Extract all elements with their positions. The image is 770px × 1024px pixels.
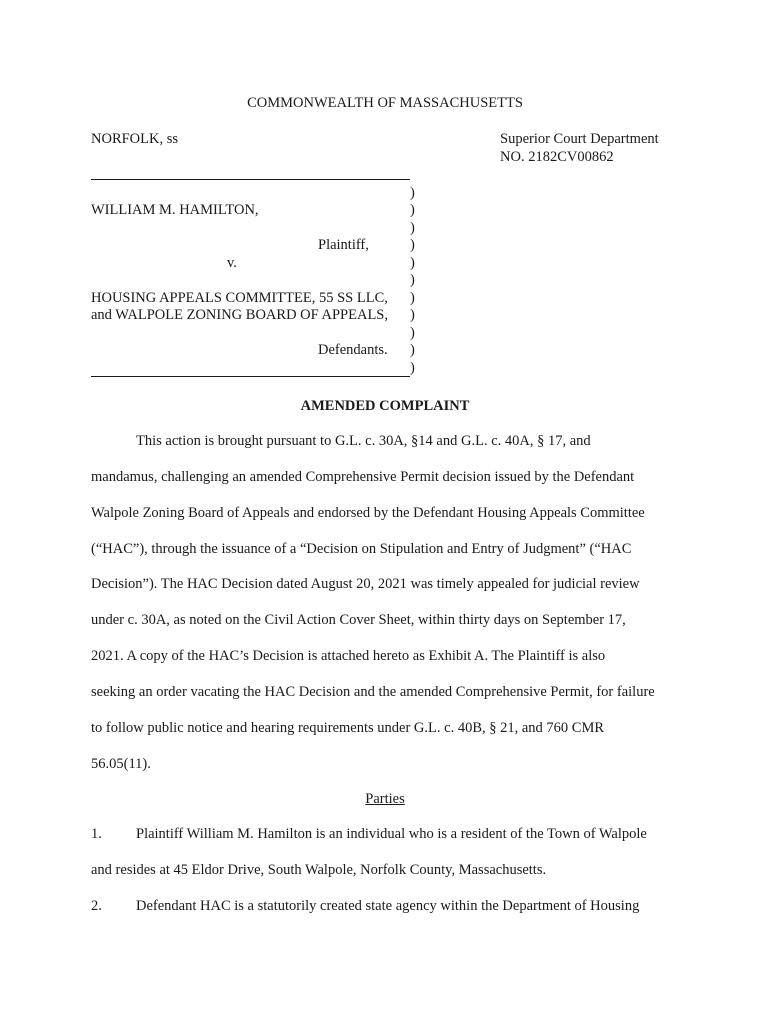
caption-paren: ) xyxy=(410,220,415,236)
intro-line: mandamus, challenging an amended Comprehensive Permit decision issued by the Defendant xyxy=(91,469,635,485)
paragraph-line: Plaintiff William M. Hamilton is an individual who is a resident of the Town of Walpole xyxy=(136,826,647,842)
intro-line: 56.05(11). xyxy=(91,756,151,772)
intro-line: Decision”). The HAC Decision dated August 20, 2021 was timely appealed for judicial review xyxy=(91,576,640,592)
intro-line: This action is brought pursuant to G.L. c. 30A, §14 and G.L. c. 40A, § 17, and xyxy=(136,433,591,449)
intro-line: to follow public notice and hearing requirements under G.L. c. 40B, § 21, and 760 CMR xyxy=(91,720,605,736)
caption-paren: ) xyxy=(410,342,415,358)
caption-paren: ) xyxy=(410,325,415,341)
caption-paren: ) xyxy=(410,185,415,201)
plaintiff-role: Plaintiff, xyxy=(318,237,369,253)
caption-paren: ) xyxy=(410,290,415,306)
defendants-role: Defendants. xyxy=(318,342,388,358)
caption-paren: ) xyxy=(410,307,415,323)
intro-line: (“HAC”), through the issuance of a “Decision on Stipulation and Entry of Judgment” (“HAC xyxy=(91,541,632,557)
docket-number: NO. 2182CV00862 xyxy=(500,149,614,165)
defendants-line-1: HOUSING APPEALS COMMITTEE, 55 SS LLC, xyxy=(91,290,388,306)
caption-paren: ) xyxy=(410,272,415,288)
plaintiff-name: WILLIAM M. HAMILTON, xyxy=(91,202,259,218)
intro-line: under c. 30A, as noted on the Civil Action Cover Sheet, within thirty days on September 17, xyxy=(91,612,626,628)
paragraph-line: and resides at 45 Eldor Drive, South Walpole, Norfolk County, Massachusetts. xyxy=(91,862,547,878)
court-label: Superior Court Department xyxy=(500,131,659,147)
commonwealth-heading: COMMONWEALTH OF MASSACHUSETTS xyxy=(247,95,523,111)
caption-paren: ) xyxy=(410,360,415,376)
intro-line: 2021. A copy of the HAC’s Decision is attached hereto as Exhibit A. The Plaintiff is also xyxy=(91,648,606,664)
section-heading-parties: Parties xyxy=(365,791,405,807)
defendants-line-2: and WALPOLE ZONING BOARD OF APPEALS, xyxy=(91,307,388,323)
caption-paren: ) xyxy=(410,255,415,271)
intro-line: seeking an order vacating the HAC Decision and the amended Comprehensive Permit, for failure xyxy=(91,684,655,700)
caption-paren: ) xyxy=(410,237,415,253)
versus-label: v. xyxy=(227,255,237,271)
paragraph-number: 1. xyxy=(91,826,102,842)
paragraph-number: 2. xyxy=(91,898,102,914)
caption-top-rule xyxy=(91,179,410,180)
county-label: NORFOLK, ss xyxy=(91,131,179,147)
document-title: AMENDED COMPLAINT xyxy=(300,398,470,414)
intro-line: Walpole Zoning Board of Appeals and endorsed by the Defendant Housing Appeals Committee xyxy=(91,505,645,521)
caption-paren: ) xyxy=(410,202,415,218)
paragraph-line: Defendant HAC is a statutorily created state agency within the Department of Housing xyxy=(136,898,640,914)
caption-bottom-rule xyxy=(91,376,410,377)
